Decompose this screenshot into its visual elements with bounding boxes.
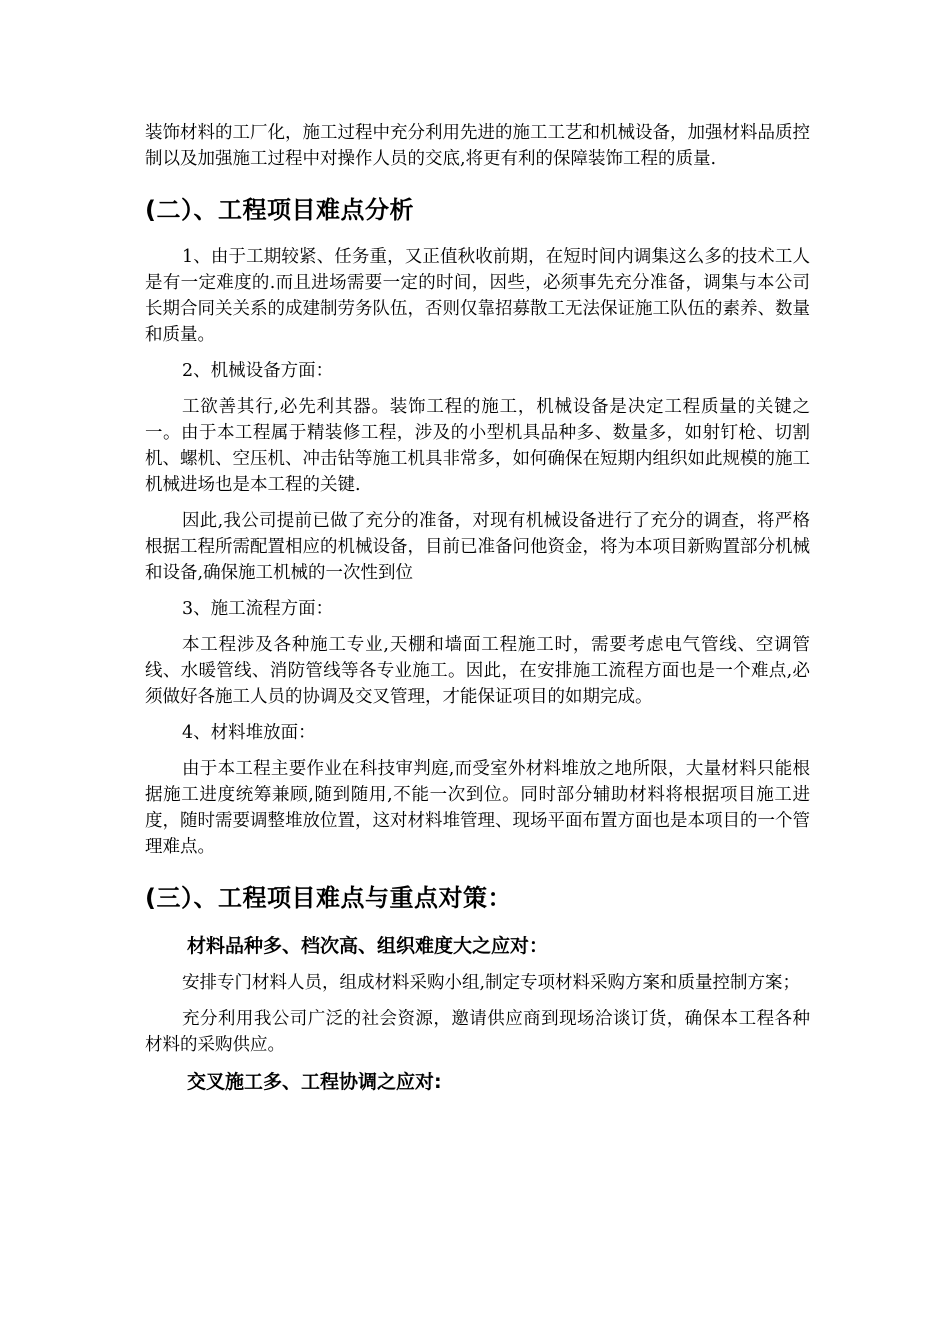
- paragraph-intro: 装饰材料的工厂化，施工过程中充分利用先进的施工工艺和机械设备，加强材料品质控制以及加强施工过程中对操作人员的交底,将更有利的保障装饰工程的质量.: [145, 123, 810, 169]
- document-page: [145, 120, 810, 1106]
- paragraph-machinery-title: 2、机械设备方面：: [182, 361, 334, 381]
- paragraph-labor: 1、由于工期较紧、任务重，又正值秋收前期，在短时间内调集这么多的技术工人是有一定难度的.而且进场需要一定的时间，因些，必须事先充分准备，调集与本公司长期合同关关系的成建制劳务队伍，否则仅靠招募散工无法保证施工队伍的素养、数量和质量。: [145, 247, 810, 345]
- paragraph-materials-team: 安排专门材料人员，组成材料采购小组,制定专项材料采购方案和质量控制方案；: [182, 973, 801, 993]
- paragraph-materials-suppliers: 充分利用我公司广泛的社会资源，邀请供应商到现场洽谈订货，确保本工程各种材料的采购供应。: [145, 1009, 810, 1055]
- paragraph-process-body: 本工程涉及各种施工专业,天棚和墙面工程施工时，需要考虑电气管线、空调管线、水暖管线、消防管线等各专业施工。因此，在安排施工流程方面也是一个难点,必须做好各施工人员的协调及交叉管理，才能保证项目的如期完成。: [145, 635, 810, 707]
- paragraph-storage-title: 4、材料堆放面：: [182, 723, 316, 743]
- section-heading-difficulty-analysis: (二）、工程项目难点分析: [145, 196, 414, 224]
- section-heading-countermeasures: (三）、工程项目难点与重点对策：: [145, 884, 512, 912]
- paragraph-storage-body: 由于本工程主要作业在科技审判庭,而受室外材料堆放之地所限，大量材料只能根据施工进度统筹兼顾,随到随用,不能一次到位。同时部分辅助材料将根据项目施工进度，随时需要调整堆放位置，这对材料堆管理、现场平面布置方面也是本项目的一个管理难点。: [145, 759, 810, 857]
- paragraph-process-title: 3、施工流程方面：: [182, 599, 334, 619]
- paragraph-machinery-preparation: 因此,我公司提前已做了充分的准备，对现有机械设备进行了充分的调查，将严格根据工程所需配置相应的机械设备，目前已准备问他资金，将为本项目新购置部分机械和设备,确保施工机械的一次性到位: [145, 511, 810, 583]
- subheading-coordination: 交叉施工多、工程协调之应对:: [187, 1071, 442, 1093]
- subheading-materials: 材料品种多、档次高、组织难度大之应对：: [187, 935, 549, 957]
- paragraph-machinery-body: 工欲善其行,必先利其器。装饰工程的施工，机械设备是决定工程质量的关键之一。由于本工程属于精装修工程，涉及的小型机具品种多、数量多，如射钉枪、切割机、螺机、空压机、冲击钻等施工机具非常多，如何确保在短期内组织如此规模的施工机械进场也是本工程的关键.: [145, 397, 810, 495]
